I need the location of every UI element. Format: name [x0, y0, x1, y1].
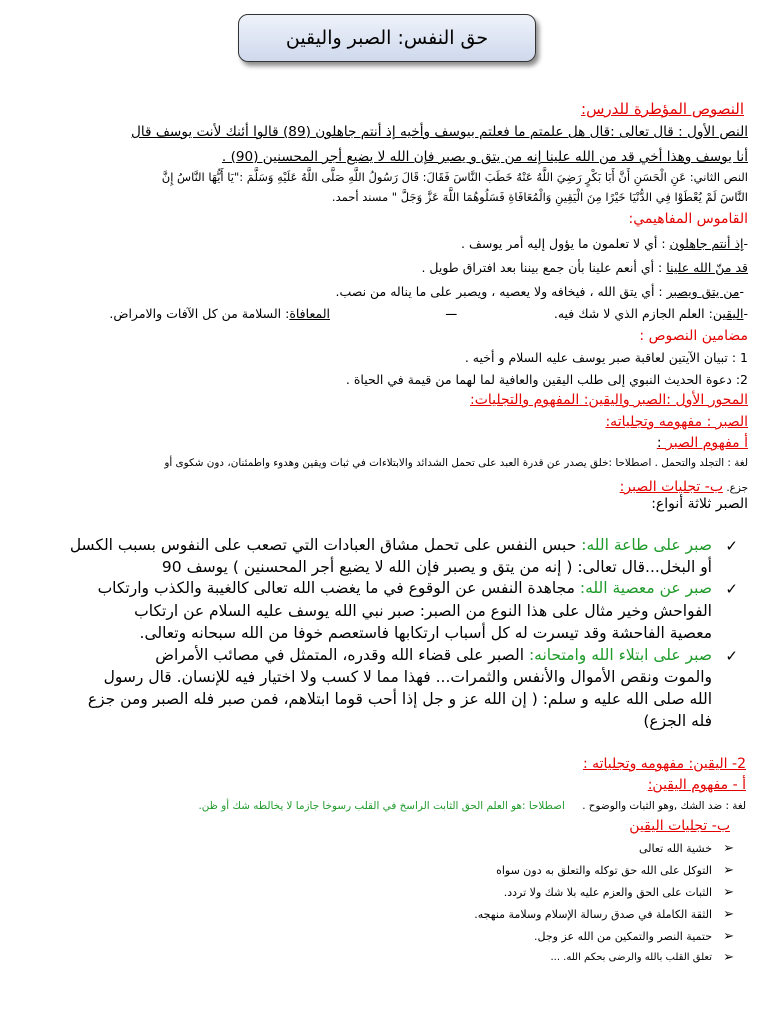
patience-type-2-line3: معصية الفاحشة وقد تيسرت له كل أسباب ارتكابها فاستعصم خوفا من الله سبحانه وتعالى.	[139, 624, 712, 642]
text1-line2: أنا يوسف وهذا أخي قد من الله علينا إنه من يتق و يصبر فإن الله لا يضيع أجر المحسنين (90) .	[221, 149, 748, 165]
heading-axis-1: المحور الأول :الصبر واليقين: المفهوم والتجليات:	[469, 392, 748, 408]
heading-certainty-concept: أ - مفهوم اليقين:	[647, 777, 746, 793]
glossary-term-3: من يتق ويصبر	[666, 284, 740, 299]
text2-line1: النص الثاني: عَنِ الْحَسَنِ أَنَّ أَبَا بَكْرٍ رَضِيَ اللَّهُ عَنْهُ خَطَبَ النَّاسَ فَقَالَ: قَالَ رَسُولُ اللَّهِ صَلَّى اللَّهُ عَلَيْهِ وَسَلَّمَ :"يَا أَيُّهَا النَّاسُ إِنَّ	[161, 170, 748, 184]
glossary-term-4: اليقين	[712, 306, 744, 321]
certainty-item-6: تعلق القلب بالله والرضى بحكم الله. ...	[550, 952, 712, 963]
glossary-dash-3: -	[739, 284, 744, 299]
glossary-def-4: : العلم الجازم الذي لا شك فيه.	[553, 306, 713, 321]
patience-type-3-line4: فله الجزع)	[643, 712, 712, 730]
patience-type-1-line2: أو البخل...قال تعالى: ( إنه من يتق و يصبر فإن الله لا يضيع أجر المحسنين ) يوسف 90	[161, 558, 712, 576]
glossary-dash-4: -	[743, 306, 748, 321]
arrow-icon: ➢	[723, 863, 734, 878]
certainty-item-5: حتمية النصر والتمكين من الله عز وجل.	[534, 930, 712, 943]
patience-type-3-title: صبر على ابتلاء الله وامتحانه:	[528, 646, 712, 664]
dash-mark: ـــ	[446, 304, 457, 318]
glossary-term-2: قد منّ الله علينا	[666, 260, 748, 275]
check-icon: ✓	[725, 647, 738, 665]
heading-texts: النصوص المؤطرة للدرس:	[581, 100, 744, 118]
text1-line1: النص الأول : قال تعالى :قال هل علمتم ما فعلتم بيوسف وأخيه إذ أنتم جاهلون (89) قالوا أئنك لأنت يوسف قال	[131, 124, 748, 140]
page-title	[238, 14, 536, 62]
certainty-definition-lexical: لغة : ضد الشك ,وهو الثبات والوضوح .	[582, 800, 746, 812]
arrow-icon: ➢	[723, 841, 734, 856]
check-icon: ✓	[725, 580, 738, 598]
glossary-term-1: إذ أنتم جاهلون	[669, 236, 744, 251]
patience-type-3-text: الصبر على قضاء الله وقدره، المتمثل في مصائب الأمراض	[155, 646, 529, 664]
certainty-item-1: خشية الله تعالى	[638, 842, 712, 855]
glossary-item-1	[461, 236, 748, 251]
patience-type-2-line2: الفواحش وخير مثال على هذا النوع من الصبر: صبر نبي الله يوسف عليه السلام عن ارتكاب	[134, 602, 712, 620]
certainty-item-2: التوكل على الله حق توكله والتعلق به دون سواه	[496, 864, 712, 877]
patience-definition-line1: لغة : التجلد والتحمل . اصطلاحا :خلق يصدر عن قدرة العبد على تحمل الشدائد والابتلاءات في ثبات ويقين وهدوء واطمئنان، دون شكوى أو	[164, 457, 748, 469]
patience-type-3-line1	[155, 646, 712, 664]
arrow-icon: ➢	[723, 907, 734, 922]
patience-types-intro: الصبر ثلاثة أنواع:	[651, 496, 748, 512]
heading-patience-concept	[657, 435, 748, 451]
patience-type-3-line3: الله صلى الله عليه و سلم: ( إن الله عز و جل إذا أحب قوما ابتلاهم، فمن صبر فله الصبر ومن جزع	[87, 690, 712, 708]
glossary-item-3	[336, 284, 745, 299]
heading-patience-colon: :	[656, 435, 662, 451]
heading-glossary: القاموس المفاهيمي:	[628, 211, 748, 227]
glossary-dash-1: -	[743, 236, 748, 251]
text2-line2: النَّاسَ لَمْ يُعْطَوْا فِي الدُّنْيَا خَيْرًا مِنَ الْيَقِينِ وَالْمُعَافَاةِ فَسَلُوهُمَا اللَّهَ عَزَّ وَجَلَّ " مسند أحمد.	[331, 190, 748, 204]
certainty-item-3: الثبات على الحق والعزم عليه بلا شك ولا تردد.	[503, 886, 712, 899]
certainty-item-4: الثقة الكاملة في صدق رسالة الإسلام وسلامة منهجه.	[474, 908, 712, 921]
certainty-definition-technical: اصطلاحا :هو العلم الحق الثابت الراسخ في القلب رسوخا جازما لا يخالطه شك أو ظن.	[198, 800, 565, 812]
arrow-icon: ➢	[723, 929, 734, 944]
heading-patience: الصبر : مفهومه وتجلياته:	[605, 414, 748, 430]
glossary-def-1: : أي لا تعلمون ما يؤول إليه أمر يوسف .	[461, 236, 670, 251]
heading-certainty: 2- اليقين: مفهومه وتجلياته :	[582, 756, 746, 772]
arrow-icon: ➢	[723, 950, 734, 965]
glossary-def-3: : أي يتق الله ، فيخافه ولا يعصيه ، ويصبر على ما يناله من نصب.	[335, 284, 667, 299]
glossary-item-2	[421, 260, 748, 275]
heading-patience-manifestations: ب- تجليات الصبر:	[619, 479, 724, 495]
glossary-def-5: : السلامة من كل الآفات والامراض.	[109, 306, 290, 321]
heading-contents: مضامين النصوص :	[639, 328, 748, 344]
patience-definition-line2	[620, 479, 748, 495]
heading-patience-concept-text: أ مفهوم الصبر	[666, 435, 748, 451]
content-2: 2: دعوة الحديث النبوي إلى طلب اليقين والعافية لما لهما من قيمة في الحياة .	[345, 372, 748, 387]
patience-type-2-text: مجاهدة النفس عن الوقوع في ما يغضب الله تعالى كالغيبة والكذب وارتكاب	[97, 579, 580, 597]
glossary-item-4	[554, 306, 748, 321]
glossary-term-5: المعافاة	[289, 306, 330, 321]
patience-type-1-title: صبر على طاعة الله:	[581, 536, 712, 554]
patience-type-2-line1	[98, 579, 712, 597]
certainty-definition	[198, 800, 746, 812]
glossary-item-5	[109, 306, 330, 321]
content-1: 1 : تبيان الآيتين لعاقبة صبر يوسف عليه السلام و أخيه .	[464, 350, 748, 365]
patience-type-3-line2: والموت ونقص الأموال والأنفس والثمرات... فهذا مما لا كسب ولا اختيار فيه للإنسان. قال رسول	[103, 668, 712, 686]
arrow-icon: ➢	[723, 885, 734, 900]
patience-definition-jaza: جزع.	[726, 482, 748, 494]
glossary-def-2: : أي أنعم علينا بأن جمع بيننا بعد افتراق طويل .	[421, 260, 667, 275]
page-title-text: حق النفس: الصبر واليقين	[285, 27, 489, 49]
patience-type-1-line1	[70, 536, 712, 554]
check-icon: ✓	[725, 537, 738, 555]
patience-type-1-text: حبس النفس على تحمل مشاق العبادات التي تصعب على النفوس بسبب الكسل	[69, 536, 582, 554]
patience-type-2-title: صبر عن معصية الله:	[579, 579, 712, 597]
heading-certainty-manifestations: ب- تجليات اليقين	[629, 818, 730, 834]
